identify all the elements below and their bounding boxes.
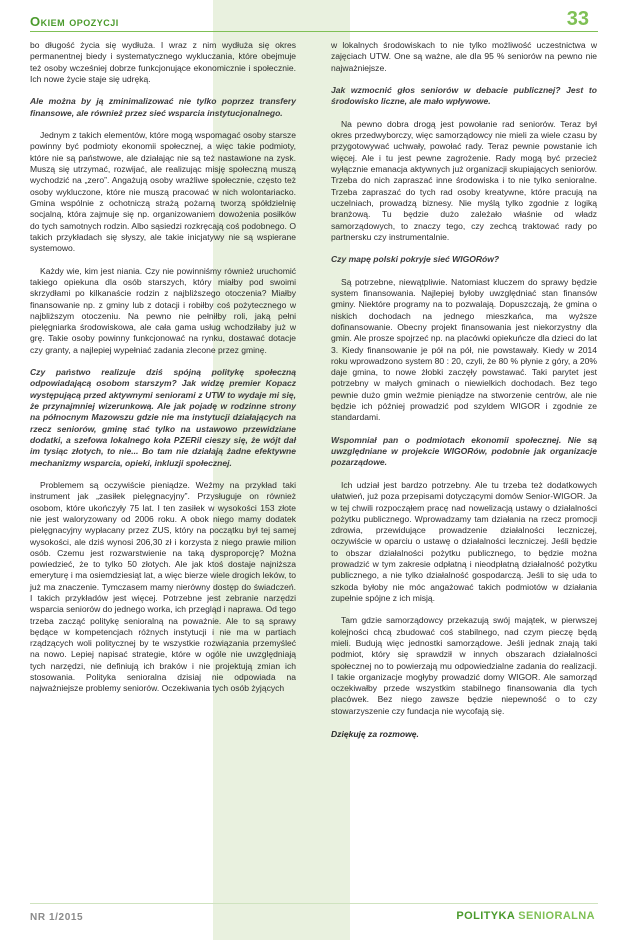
brand-word-2: SENIORALNA <box>518 910 595 922</box>
paragraph: Jednym z takich elementów, które mogą wspomagać osoby starsze powinny być podmioty ekonomii społecznej, a więc takie podmioty, które nie są państwowe, ale działając nie są też nastawione na zysk. Muszą się utrzymać, rozwijać, ale realizując misję społeczną muszą wychodzić na „zero”. Angażują osoby wrażliwe społecznie, często też osoby wykluczone, które nie muszą pracować w nich wolontariacko. Gmina wspólnie z ochotniczą strażą pożarną tworzą spółdzielnię socjalną, która zajmuje się np. organizowaniem dowożenia posiłków do tych samotnych rodzin. Albo sąsiedzi rozkręcają coś podobnego. O takich przykładach się słyszy, ale takie inicjatywy nie są wspierane systemowo. <box>30 130 296 254</box>
paragraph: w lokalnych środowiskach to nie tylko możliwość uczestnictwa w zajęciach UTW. One są ważne, ale dla 95 % seniorów na pewno nie najważniejsze. <box>331 40 597 73</box>
article-column-right <box>331 40 597 752</box>
paragraph: bo długość życia się wydłuża. I wraz z nim wydłuża się okres permanentnej biedy i systematycznego wykluczania, które obejmuje też osoby wcześniej dobrze funkcjonujące ekonomicznie i społecznie. Ich nowe życie staje się udręką. <box>30 40 296 84</box>
paragraph: Na pewno dobra drogą jest powołanie rad seniorów. Teraz był okres przedwyborczy, więc samorządowcy nie mieli za wiele czasu by przygotowywać uchwały, powołać rady. Teraz pewnie powstanie ich więcej. Ale i tu jest pewne zagrożenie. Rady mogą być przecież wyłącznie emanacja aktywnych już organizacji skupiających seniorów. Trzeba do nich zapraszać inne środowiska i to nie tylko senioralne. Trzeba zapraszać do tych rad osoby kreatywne, które pracują na uczelniach, prowadzą biznesy. Nie myślą tylko zgodnie z logiką branżową. Tu będzie dużo zależało właśnie od władz samorządowych, to znaczy tego, czy zechcą traktować rady po partnersku czy instrumentalnie. <box>331 118 597 242</box>
footer-divider <box>30 903 598 904</box>
interview-question: Wspomniał pan o podmiotach ekonomii społecznej. Nie są uwzględniane w projekcie WIGORów, podobnie jak organizacje pozarządowe. <box>331 434 597 468</box>
magazine-brand <box>456 910 595 922</box>
paragraph: Tam gdzie samorządowcy przekazują swój majątek, w pierwszej kolejności chcą zbudować coś stabilnego, nad czym pieczę będą mieli. Budują więc jednostki samorządowe. Jeśli jednak znają taki podmiot, który się sprawdził w innych obszarach działalności społecznej no to powierzają mu odpowiedzialne zadania do realizacji. I takie organizacje mogłyby prowadzić domy WIGOR. Ale samorząd oczekiwałby przede wszystkim stabilnego finansowania dla tych placówek. Bez niego zawsze będzie niepewność o to czy stowarzyszenie czy fundacja nie wycofają się. <box>331 615 597 716</box>
issue-number: NR 1/2015 <box>30 912 84 923</box>
interview-question: Czy mapę polski pokryje sieć WIGORów? <box>331 254 500 265</box>
interview-question: Czy państwo realizuje dziś spójną politykę społeczną odpowiadającą osobom starszym? Jak widzę premier Kopacz występującą przed aktywnymi seniorami z UTW to wydaje mi się, że przynajmniej wizerunkową. Ale jak pojadę w rodzinne strony na północnym Mazowszu gdzie nie ma instytucji działających na rzecz seniorów, gminę stać tylko na ustawowo przewidziane dodatki, a szefowa lokalnego koła PZERiI cieszy się, że wójt dał im tysiąc złotych, to nie... Bo tam nie działają żadne efektywne mechanizmy wsparcia, opieki, inkluzji społecznej. <box>30 367 296 468</box>
page-header <box>0 0 625 34</box>
paragraph: Problemem są oczywiście pieniądze. Weźmy na przykład taki instrument jak „zasiłek pielęgnacyjny”. Przysługuje on również osobom, które ukończyły 75 lat. I ten zasiłek w wysokości 153 złote nie jest waloryzowany od 2006 roku. A obok niego mamy dodatek pielęgnacyjny wypłacany przez ZUS, który na początku był tej samej wysokości, ale dziś wynosi 206,30 zł i korzysta z niego prawie milion osób. Czemu jest rozwarstwienie na taką dysproporcję? Można powiedzieć, że to tylko 50 złotych. Ale jak ktoś dostaje najniższa emeryturę i ma osiemdziesiąt lat, a więc bierze wiele drogich leków, to już ma znaczenie. Tymczasem mamy nierówny dostęp do świadczeń. I takich przykładów jest więcej. Potrzebne jest zebranie narzędzi wsparcia seniorów do jednego worka, ich przegląd i naprawa. Od tego trzeba zacząć politykę senioralną na poważnie. Ale to są sprawy będące w kompetencjach różnych instytucji i nie ma w partiach rządzących woli politycznej by te wszystkie rozwiązania przemyśleć na nowo. Lepiej napisać strategie, które w ogóle nie uwzględniają tych narzędzi, nie definiują ich braków i nie projektują zmian ich stosowania. Polityka senioralna dzisiaj nie odpowiada na najważniejsze problemy seniorów. Oczekiwania tych osób żyjących <box>30 480 296 694</box>
brand-word-1: POLITYKA <box>456 910 519 922</box>
header-divider <box>30 31 598 32</box>
paragraph: Ich udział jest bardzo potrzebny. Ale tu trzeba też dodatkowych ułatwień, już poza przepisami dotyczącymi domów Senior-WIGOR. Ja w tej chwili rozpocząłem pracę nad nowelizacją ustawy o działalności pożytku publicznego. Wprowadzamy tam działania na rzecz promocji zdrowia, przewidujące prowadzenie działalności leczniczej, oczywiście w oparciu o ustawę o działalności leczniczej. Jeśli będzie to obszar działalności pożytku publicznego, to będzie można prowadzić w tym zakresie odpłatną i nieodpłatną działalność pożytku publicznego, a nie tylko działalność gospodarczą. Jeśli to się uda to szkoda byłoby nie móc angażować takich podmiotów w działania zupełnie spójne z ich misją. <box>331 479 597 603</box>
paragraph: Są potrzebne, niewątpliwie. Natomiast kluczem do sprawy będzie system finansowania. Najlepiej byłoby uwzględniać stan finansów gminy. Niektóre programy na to pozwalają. Dopuszczają, że gmina o niskich dochodach na jednego mieszkańca, ma wyższe dofinansowanie. Obecny projekt finansowania jest niekorzystny dla gmin. Ale prosze spojrzeć np. na placówki opiekuńcze dla dzieci do lat 3. Kiedy finansowanie je pół na pół, nie powstawały. Kiedy w 2014 roku wprowadzono system 80 : 20, czyli, że 80 % płynie z góry, a 20% daje gmina, to nowe żłobki zaczęły powstawać. Taki parytet jest potrzebny w małych gminach o niewielkich dochodach. Bez tego pewnie dużo gmin weźmie pieniądze na stworzenie centrów, ale nie będzie ich później prowadzić pod szyldem WIGOR i zgodnie ze standardami. <box>331 276 597 423</box>
section-title: Okiem opozycji <box>30 14 119 29</box>
interview-question: Jak wzmocnić głos seniorów w debacie publicznej? Jest to środowisko liczne, ale mało wpływowe. <box>331 85 597 107</box>
article-column-left <box>30 40 296 706</box>
page-number: 33 <box>566 8 589 30</box>
interview-question: Ale można by ją zminimalizować nie tylko poprzez transfery finansowe, ale również przez sieć wsparcia instytucjonalnego. <box>30 96 296 118</box>
paragraph: Każdy wie, kim jest niania. Czy nie powinniśmy również uruchomić takiego opiekuna dla osób starszych, który miałby pod swoimi skrzydłami po kilkanaście rodzin z najbliższego otoczenia? Miałby finansowanie np. z gminy lub z dotacji i robiłby coś pożytecznego w najbliższym otoczeniu. Na pewno nie pełniłby roli, jaką pełni pielęgniarka środowiskowa, ale cała gama usług wchodziłaby już w grę. Takie osoby powinny funkcjonować na rynku, dostawać dotacje czy granty, a najlepiej wypełniać zadania zlecone przez gminę. <box>30 265 296 355</box>
closing-thanks: Dziękuję za rozmowę. <box>331 729 419 740</box>
